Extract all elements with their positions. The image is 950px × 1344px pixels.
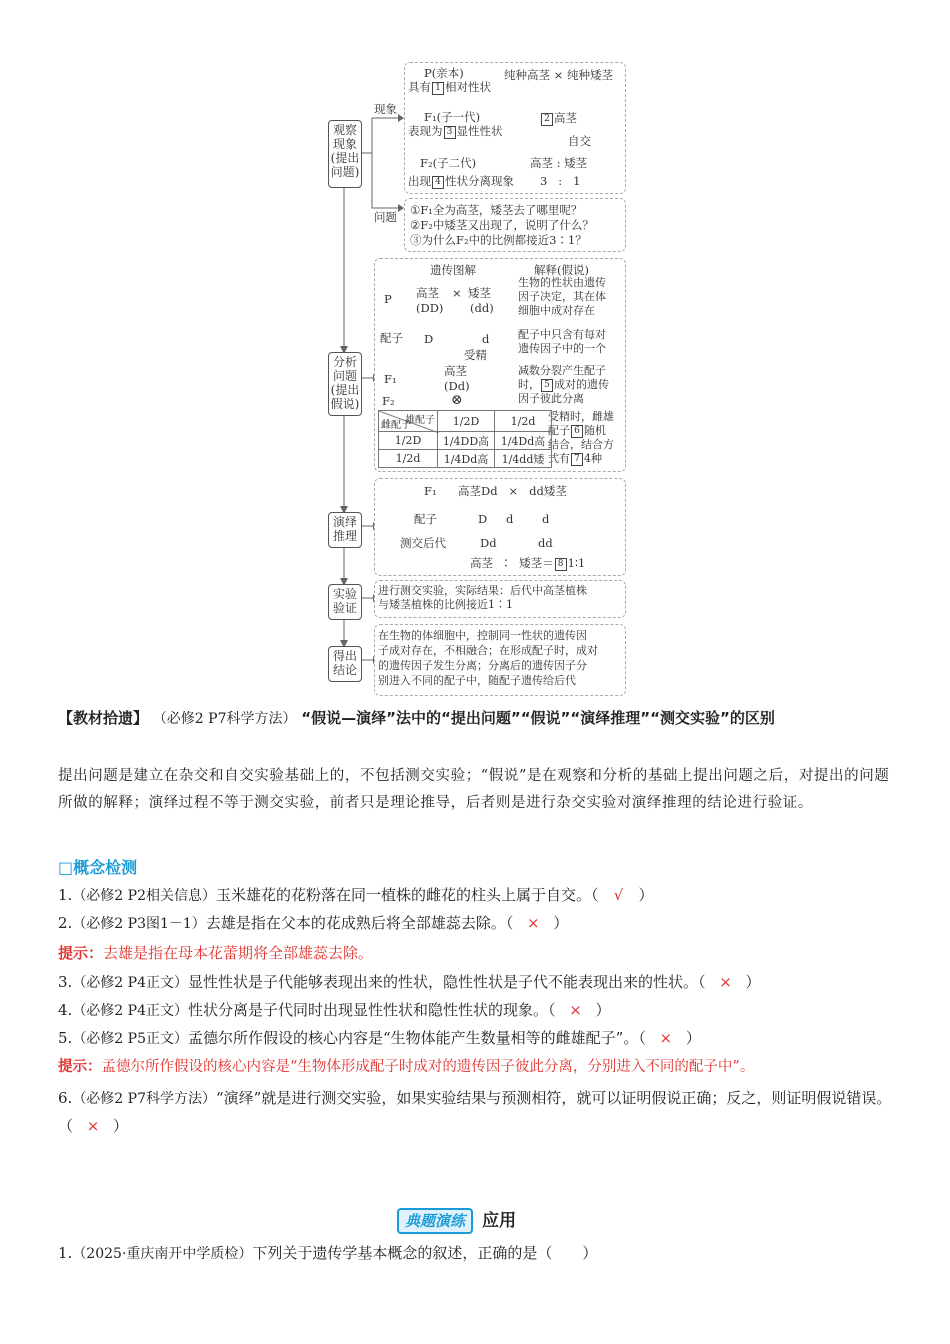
concept-hint-2: 提示：去雄是指在母本花蕾期将全部雄蕊去除。 xyxy=(58,944,374,962)
f1-desc: 表现为 3 显性性状 xyxy=(408,124,503,138)
question-3: ③为什么F₂中的比例都接近3∶1？ xyxy=(410,233,587,247)
punnett-row-head: 1/2D xyxy=(379,432,438,450)
selfing-label: 自交 xyxy=(568,134,591,148)
punnett-row xyxy=(379,450,552,468)
hyp-fertilization: 受精 xyxy=(464,348,487,362)
punnett-row xyxy=(379,432,552,450)
hyp-gamete-D: D xyxy=(424,332,434,346)
hyp-gamete: 配子 xyxy=(380,331,403,345)
hyp-f1-tall: 高茎 xyxy=(444,364,467,378)
hyp-p-short: 矮茎 xyxy=(468,286,491,300)
step-observe: 观察 现象 (提出 问题) xyxy=(328,120,362,188)
hyp-dd-small: (dd) xyxy=(470,301,494,315)
hyp-selfing-symbol: ⊗ xyxy=(451,392,463,408)
supplement-title: “假说—演绎”法中的“提出问题”“假说”“演绎推理”“测交实验”的区别 xyxy=(301,709,775,727)
hyp-explanation-2: 配子中只含有每对 遗传因子中的一个 xyxy=(518,328,606,355)
concept-item-3: 3.（必修2 P4正文）显性性状是子代能够表现出来的性状，隐性性状是子代不能表现出来的性状。（ × ） xyxy=(58,969,894,997)
hyp-explanation-1: 生物的性状由遗传 因子决定，其在体 细胞中成对存在 xyxy=(518,276,606,317)
f1-result: 2 高茎 xyxy=(540,111,577,126)
hyp-f2: F₂ xyxy=(382,394,395,408)
ded-g1: D xyxy=(478,512,488,526)
ded-o1: Dd xyxy=(480,536,497,550)
answer-mark: × xyxy=(659,1029,673,1047)
question-2: ②F₂中矮茎又出现了，说明了什么？ xyxy=(410,218,594,232)
blank-6: 6 xyxy=(571,425,583,438)
punnett-cell: 1/4dd矮 xyxy=(495,450,552,468)
supplement-tag: 【教材拾遗】 xyxy=(58,709,149,727)
blank-7: 7 xyxy=(571,453,583,466)
hyp-p-tall: 高茎 xyxy=(416,286,439,300)
hyp-dd-big: (DD) xyxy=(416,301,444,315)
hyp-explanation-4: 受精时，雌雄 配子 6 随机 结合，结合方 式有 7 4种 xyxy=(548,410,614,465)
f2-desc: 出现 4 性状分离现象 xyxy=(408,174,514,188)
ded-offspring: 测交后代 xyxy=(400,536,446,550)
hyp-p: P xyxy=(384,292,392,306)
blank-1: 1 xyxy=(432,82,444,95)
application-suffix: 应用 xyxy=(482,1211,517,1231)
hyp-f1: F₁ xyxy=(384,372,397,386)
blank-5: 5 xyxy=(541,379,553,392)
branch-question-label: 问题 xyxy=(374,210,397,224)
answer-mark: × xyxy=(86,1117,100,1135)
supplement-body: 提出问题是建立在杂交和自交实验基础上的，不包括测交实验；“假说”是在观察和分析的基础上提出问题之后，对提出的问题所做的解释；演绎过程不等于测交实验，前者只是理论推导，后者则是进行杂交实验对演绎推理的结论进行验证。 xyxy=(58,768,890,811)
concept-item-1: 1.（必修2 P2相关信息）玉米雄花的花粉落在同一植株的雌花的柱头上属于自交。（ √ ） xyxy=(58,882,894,910)
concept-item-2: 2.（必修2 P3图1－1）去雄是指在父本的花成熟后将全部雄蕊去除。（ × ） xyxy=(58,910,894,938)
punnett-cell: 1/4DD高 xyxy=(438,432,495,450)
ded-o2: dd xyxy=(538,536,553,550)
hypothetico-deductive-diagram xyxy=(320,58,630,698)
punnett-corner: 雄配子 雌配子 xyxy=(379,411,438,432)
branch-phenomenon-label: 现象 xyxy=(374,102,397,116)
application-badge: 典题演练 xyxy=(397,1208,473,1234)
p-desc: 具有 1 相对性状 xyxy=(408,80,491,94)
punnett-header-row xyxy=(379,411,552,432)
punnett-col-head: 1/2D xyxy=(438,411,495,432)
ratio: 3 : 1 xyxy=(540,174,581,188)
blank-4: 4 xyxy=(432,176,444,189)
hyp-gamete-d: d xyxy=(482,332,490,346)
hyp-col-right: 解释(假说) xyxy=(534,263,589,277)
punnett-square xyxy=(378,410,552,468)
blank-2: 2 xyxy=(541,113,553,126)
answer-mark: × xyxy=(719,973,732,991)
concept-item-4: 4.（必修2 P4正文）性状分离是子代同时出现显性性状和隐性性状的现象。（ × ） xyxy=(58,997,894,1025)
punnett-col-head: 1/2d xyxy=(495,411,552,432)
blank-3: 3 xyxy=(444,126,456,139)
supplement-source: （必修2 P7科学方法） xyxy=(152,711,297,727)
step-conclude: 得出 结论 xyxy=(328,646,362,682)
hyp-cross: × xyxy=(452,286,462,300)
ded-g3: d xyxy=(542,512,550,526)
hyp-explanation-3: 减数分裂产生配子 时， 5 成对的遗传 因子彼此分离 xyxy=(518,364,609,405)
blank-8: 8 xyxy=(555,558,567,571)
f2-label: F₂(子二代) xyxy=(420,156,477,170)
punnett-cell: 1/4Dd高 xyxy=(438,450,495,468)
conclusion-text: 在生物的体细胞中，控制同一性状的遗传因 子成对存在，不相融合；在形成配子时，成对 的遗传因子发生分离；分离后的遗传因子分 别进入不同的配子中，随配子遗传给后代 xyxy=(378,629,598,687)
punnett-cell: 1/4Dd高 xyxy=(495,432,552,450)
step-analyze: 分析 问题 (提出 假说) xyxy=(328,352,362,416)
f2-result: 高茎 : 矮茎 xyxy=(530,156,588,170)
answer-mark: × xyxy=(527,914,540,932)
punnett-row-head: 1/2d xyxy=(379,450,438,468)
ded-f1: F₁ xyxy=(424,484,437,498)
experiment-text: 进行测交实验，实际结果：后代中高茎植株 与矮茎植株的比例接近1∶1 xyxy=(378,584,587,611)
ded-result: 高茎 ∶ 矮茎＝ 8 1∶1 xyxy=(470,556,586,570)
concept-item-5: 5.（必修2 P5正文）孟德尔所作假设的核心内容是“生物体能产生数量相等的雌雄配子”。（ × ） xyxy=(58,1025,894,1053)
ded-gamete: 配子 xyxy=(414,512,437,526)
concept-check-heading: □概念检测 xyxy=(58,858,138,877)
p-cross: 纯种高茎 × 纯种矮茎 xyxy=(504,68,613,82)
supplement-heading xyxy=(58,705,894,733)
answer-mark: × xyxy=(569,1001,582,1019)
concept-hint-5: 提示：孟德尔所作假设的核心内容是“生物体形成配子时成对的遗传因子彼此分离，分别进入不同的配子中”。 xyxy=(58,1059,755,1075)
step-experiment: 实验 验证 xyxy=(328,584,362,620)
step-deduce: 演绎 推理 xyxy=(328,512,362,548)
answer-mark: √ xyxy=(613,886,624,904)
hyp-col-left: 遗传图解 xyxy=(430,263,476,277)
question-1: ①F₁全为高茎，矮茎去了哪里呢？ xyxy=(410,203,583,217)
question-1: 1.（2025·重庆南开中学质检）下列关于遗传学基本概念的叙述，正确的是（ ） xyxy=(58,1244,598,1262)
concept-item-6: 6.（必修2 P7科学方法）“演绎”就是进行测交实验，如果实验结果与预测相符，就可以证明假说正确；反之，则证明假说错误。（ × ） xyxy=(58,1085,894,1140)
hyp-f1-geno: (Dd) xyxy=(444,379,470,393)
p-label: P(亲本) xyxy=(424,66,464,80)
ded-f1-cross: 高茎Dd × dd矮茎 xyxy=(458,484,567,498)
application-section-badge xyxy=(397,1206,516,1234)
f1-label: F₁(子一代) xyxy=(424,110,481,124)
ded-g2: d xyxy=(506,512,514,526)
